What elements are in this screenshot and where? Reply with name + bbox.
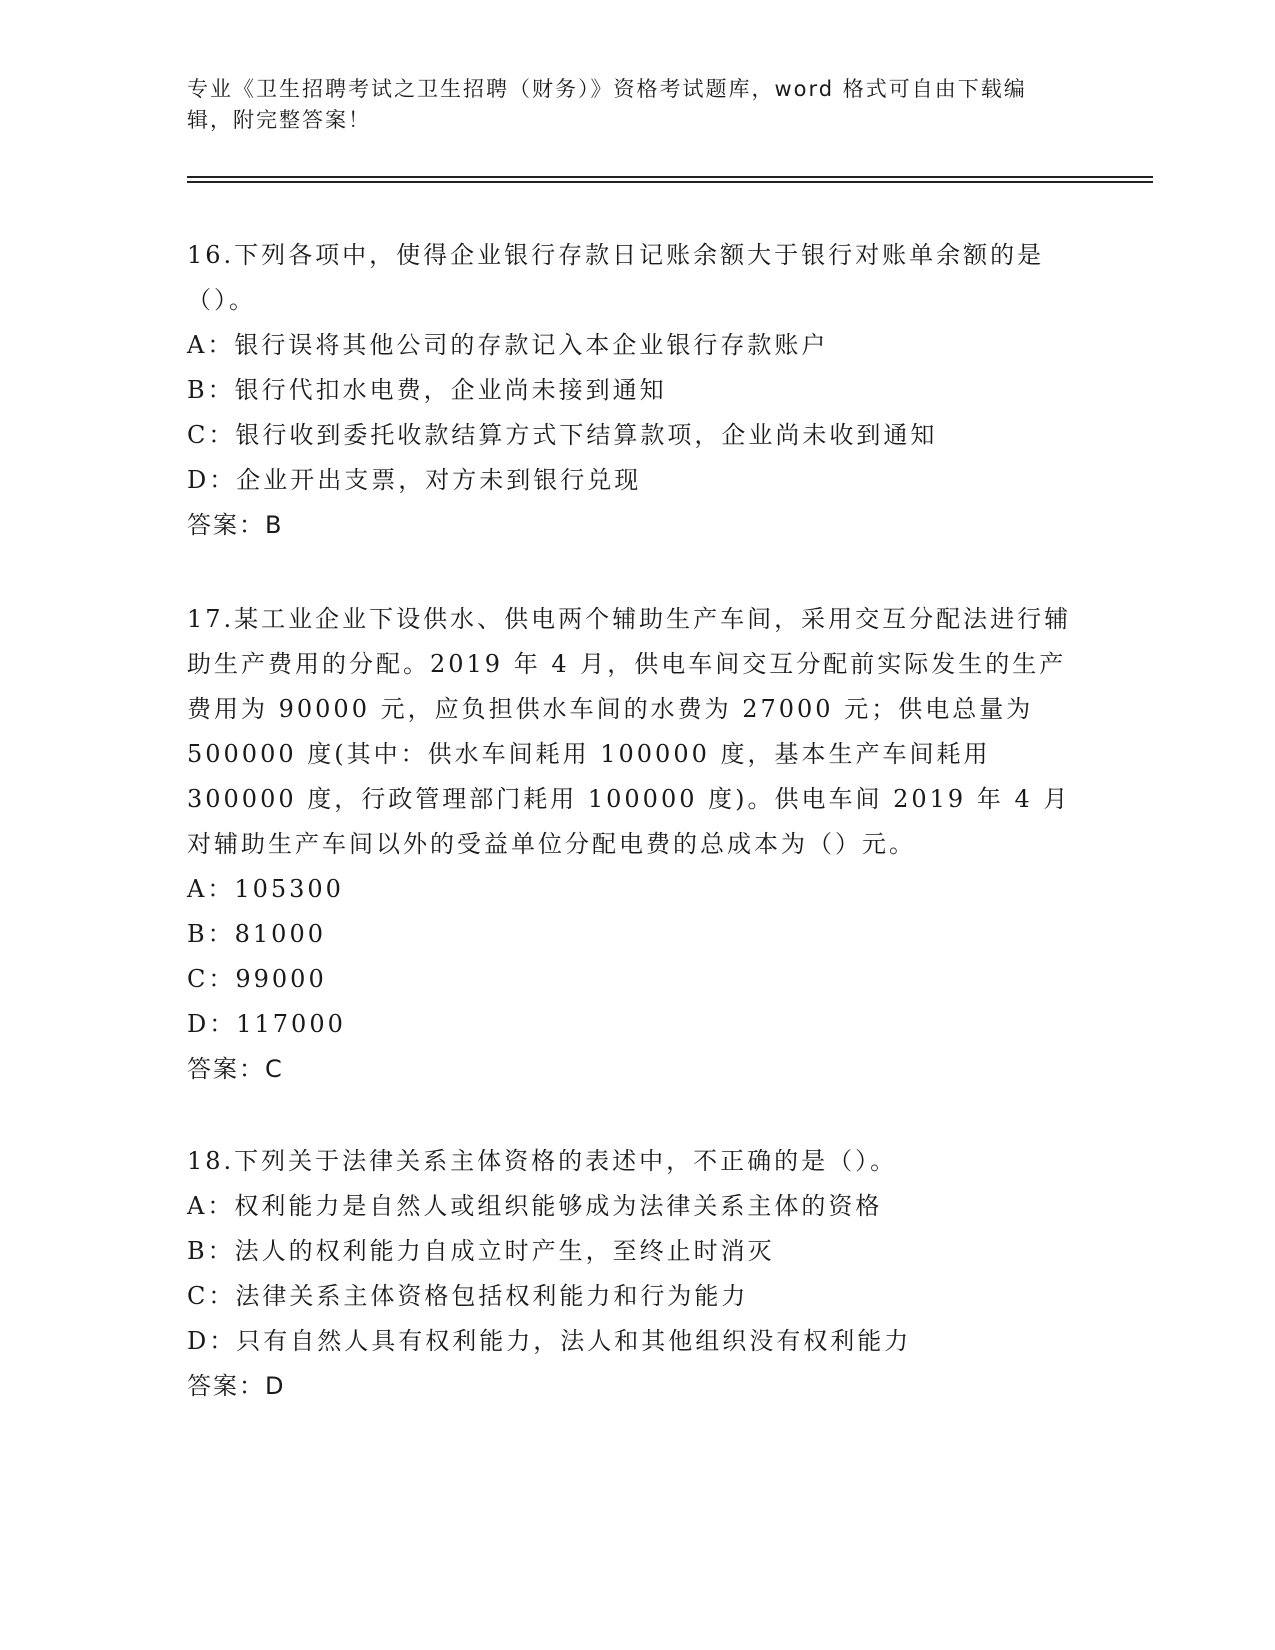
question-text: 16.下列各项中，使得企业银行存款日记账余额大于银行对账单余额的是（）。 <box>187 241 1045 314</box>
option-d: D：117000 <box>187 1010 346 1038</box>
answer: 答案：B <box>187 511 284 539</box>
option-b: B：法人的权利能力自成立时产生，至终止时消灭 <box>187 1237 775 1265</box>
option-c: C：法律关系主体资格包括权利能力和行为能力 <box>187 1282 749 1310</box>
option-d: D：企业开出支票，对方未到银行兑现 <box>187 466 642 494</box>
option-a: A：银行误将其他公司的存款记入本企业银行存款账户 <box>187 331 829 359</box>
question-17 <box>187 597 1077 1092</box>
header-divider-top <box>187 176 1153 178</box>
question-18 <box>187 1139 1077 1409</box>
header-divider-bottom <box>187 181 1153 183</box>
option-a: A：权利能力是自然人或组织能够成为法律关系主体的资格 <box>187 1192 883 1220</box>
document-header: 专业《卫生招聘考试之卫生招聘（财务）》资格考试题库，word 格式可自由下载编辑，附完整答案！ <box>187 77 1027 132</box>
question-text: 17.某工业企业下设供水、供电两个辅助生产车间，采用交互分配法进行辅助生产费用的分配。2019 年 4 月，供电车间交互分配前实际发生的生产费用为 90000 元，应负担供水车间的水费为 27000 元；供电总量为 500000 度(其中：供水车间耗用 100000 度，基本生产车间耗用 300000 度，行政管理部门耗用 100000 度)。供电车间 2019 年 4 月对辅助生产车间以外的受益单位分配电费的总成本为（）元。 <box>187 605 1072 858</box>
question-text: 18.下列关于法律关系主体资格的表述中，不正确的是（）。 <box>187 1147 898 1175</box>
option-a: A：105300 <box>187 875 344 903</box>
answer: 答案：D <box>187 1372 286 1400</box>
question-16 <box>187 233 1077 548</box>
option-c: C：99000 <box>187 965 327 993</box>
option-b: B：银行代扣水电费，企业尚未接到通知 <box>187 376 667 404</box>
option-b: B：81000 <box>187 920 326 948</box>
option-c: C：银行收到委托收款结算方式下结算款项，企业尚未收到通知 <box>187 421 938 449</box>
answer: 答案：C <box>187 1055 284 1083</box>
option-d: D：只有自然人具有权利能力，法人和其他组织没有权利能力 <box>187 1327 912 1355</box>
